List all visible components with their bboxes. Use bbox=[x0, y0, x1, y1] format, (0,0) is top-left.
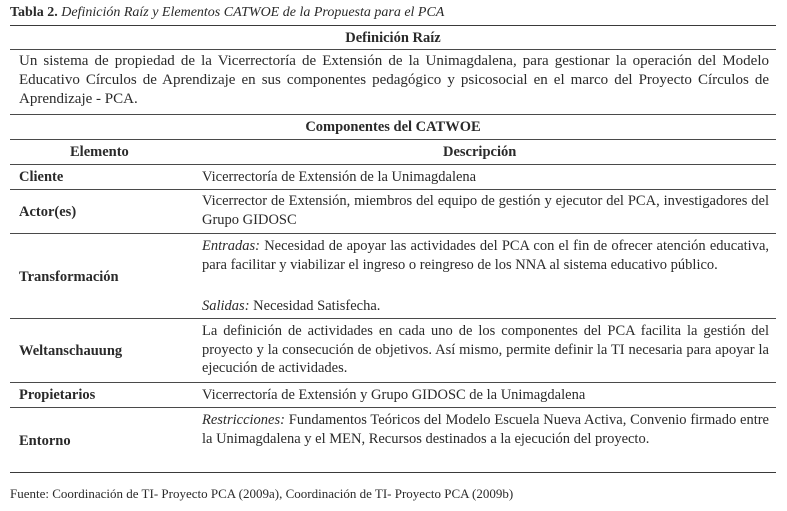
row-description-propietarios: Vicerrectoría de Extensión y Grupo GIDOSC de la Unimagdalena bbox=[202, 387, 586, 403]
row-element-weltanschauung: Weltanschauung bbox=[19, 343, 123, 359]
rule bbox=[10, 114, 776, 115]
row-element-entorno: Entorno bbox=[19, 433, 71, 449]
restrictions-text: Fundamentos Teóricos del Modelo Escuela Nueva Activa, Convenio firmado entre la Unimagdalena y el MEN, Recursos destinados a la ejecución del proyecto. bbox=[202, 412, 769, 447]
row-description-weltanschauung: La definición de actividades en cada uno de los componentes del PCA facilita la gestión del proyecto y la consecución de objetivos. Así mismo, permite definir la TI necesaria para apoyar la ejecución de actividades. bbox=[202, 323, 769, 376]
table-source-note: Fuente: Coordinación de TI- Proyecto PCA (2009a), Coordinación de TI- Proyecto PCA (2009b) bbox=[10, 486, 514, 501]
row-description-transformacion bbox=[202, 237, 769, 274]
bottom-rule bbox=[10, 472, 776, 473]
outputs-label: Salidas: bbox=[202, 298, 250, 314]
root-definition-heading: Definición Raíz bbox=[345, 30, 441, 46]
rule bbox=[10, 139, 776, 140]
table-caption bbox=[10, 5, 444, 21]
row-divider bbox=[10, 382, 776, 383]
rule bbox=[10, 164, 776, 165]
table-caption-label: Tabla 2. bbox=[10, 5, 58, 20]
row-description-cliente: Vicerrectoría de Extensión de la Unimagdalena bbox=[202, 169, 477, 185]
row-element-propietarios: Propietarios bbox=[19, 387, 96, 403]
row-description-entorno bbox=[202, 411, 769, 448]
top-rule bbox=[10, 25, 776, 26]
row-description-actores: Vicerrector de Extensión, miembros del equipo de gestión y ejecutor del PCA, investigadores del Grupo GIDOSC bbox=[202, 193, 769, 228]
row-divider bbox=[10, 318, 776, 319]
outputs-text: Necesidad Satisfecha. bbox=[253, 298, 381, 314]
inputs-text: Necesidad de apoyar las actividades del PCA con el fin de ofrecer atención educativa, para facilitar y viabilizar el ingreso o reingreso de los NNA al sistema educativo público. bbox=[202, 238, 770, 273]
row-divider bbox=[10, 189, 776, 190]
row-divider bbox=[10, 233, 776, 234]
column-header-element: Elemento bbox=[70, 144, 129, 160]
inputs-label: Entradas: bbox=[202, 238, 260, 254]
restrictions-label: Restricciones: bbox=[202, 412, 285, 428]
row-element-actores: Actor(es) bbox=[19, 204, 77, 220]
rule bbox=[10, 49, 776, 50]
row-description-transformacion-outputs bbox=[202, 297, 769, 316]
row-element-cliente: Cliente bbox=[19, 169, 64, 185]
root-definition-text: Un sistema de propiedad de la Vicerrectoría de Extensión de la Unimagdalena, para gestionar la operación del Modelo Educativo Círculos de Aprendizaje en sus componentes pedagógico y psicosocial en el marco del Proyecto Círculos de Aprendizaje - PCA. bbox=[19, 53, 769, 107]
row-divider bbox=[10, 407, 776, 408]
table-caption-title: Definición Raíz y Elementos CATWOE de la Propuesta para el PCA bbox=[61, 5, 445, 20]
catwoe-heading: Componentes del CATWOE bbox=[305, 119, 481, 135]
column-header-description: Descripción bbox=[443, 144, 517, 160]
row-element-transformacion: Transformación bbox=[19, 269, 119, 285]
